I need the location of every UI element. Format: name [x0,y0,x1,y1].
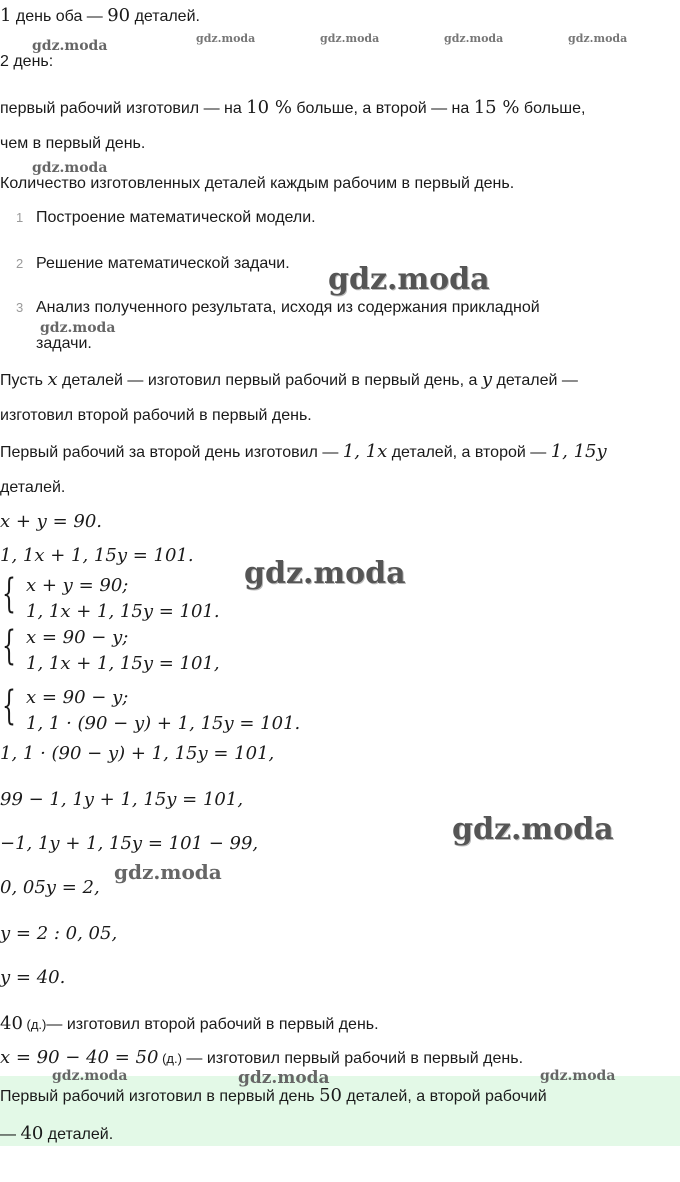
answer-number-40: 40 [20,1123,44,1144]
step-text-continued: задачи. [36,335,92,352]
second-day-line [0,442,607,463]
condition-text-a: первый рабочий изготовил — на [0,100,247,117]
percent-10: 10 % [246,97,292,118]
day1-suffix: деталей. [130,8,200,25]
step-text: Анализ полученного результата, исходя из содержания прикладной [36,299,540,316]
answer-number-50: 50 [319,1085,342,1106]
result-first-worker [0,1048,523,1069]
system-row: x = 90 − y; [26,627,129,648]
watermark: gdz.moda [328,262,490,297]
condition-line-2: чем в первый день. [0,135,146,152]
expr-1-15y: 1, 15y [550,441,607,462]
result-equation: x = 90 − 40 = 50 [0,1047,159,1068]
question-line: Количество изготовленных деталей каждым рабочим в первый день. [0,175,515,192]
solution-step: 1, 1 · (90 − y) + 1, 15y = 101, [0,743,275,764]
brace-icon: { [2,571,16,617]
day1-text: день оба — [11,8,108,25]
day1-number: 1 [0,5,12,26]
system-row: x + y = 90; [26,575,129,596]
system-row: 1, 1x + 1, 15y = 101, [26,653,220,674]
watermark: gdz.moda [238,1068,330,1088]
solution-step: y = 2 : 0, 05, [0,923,118,944]
answer-line [0,1086,547,1107]
day1-line [0,6,200,27]
condition-text-b: больше, а второй — на [291,100,474,117]
watermark: gdz.moda [244,556,406,591]
expr-1-1x: 1, 1x [342,441,388,462]
step-number: 1 [16,210,24,225]
solution-step: 99 − 1, 1y + 1, 15y = 101, [0,789,244,810]
watermark: gdz.moda [114,860,222,884]
let-line [0,370,578,391]
day2-line: 2 день: [0,53,54,70]
answer-line-2 [0,1124,113,1145]
result-second-worker [0,1014,379,1035]
solution-step: y = 40. [0,967,66,988]
watermark: gdz.moda [32,38,108,54]
watermark: gdz.moda [196,32,256,45]
condition-text-c: больше, [519,100,586,117]
answer-text-b: деталей, а второй рабочий [341,1088,547,1105]
percent-15: 15 % [473,97,520,118]
var-y: y [481,369,493,390]
watermark: gdz.moda [540,1068,616,1084]
var-x: x [47,369,58,390]
system-row: 1, 1 · (90 − y) + 1, 15y = 101. [26,713,301,734]
watermark: gdz.moda [452,812,614,847]
step-text: Построение математической модели. [36,209,316,226]
unit-label: (д.) [22,1017,47,1032]
step-number: 3 [16,300,24,315]
second-day-text-b: деталей, а второй — [387,444,551,461]
answer-box [0,1076,680,1146]
brace-icon: { [2,683,16,729]
equation-sum: x + y = 90. [0,511,102,532]
second-day-line-2: деталей. [0,479,66,496]
step-number: 2 [16,256,24,271]
system-row: 1, 1x + 1, 15y = 101. [26,601,220,622]
watermark: gdz.moda [32,160,108,176]
result-text: — изготовил второй рабочий в первый день. [46,1016,379,1033]
system-row: x = 90 − y; [26,687,129,708]
let-text-a: Пусть [0,372,48,389]
unit-label: (д.) [158,1051,182,1066]
let-text-b: деталей — изготовил первый рабочий в первый день, а [57,372,482,389]
watermark: gdz.moda [40,320,116,336]
equation-second-day: 1, 1x + 1, 15y = 101. [0,545,194,566]
let-line-2: изготовил второй рабочий в первый день. [0,407,312,424]
result-number: 40 [0,1013,23,1034]
result-text: — изготовил первый рабочий в первый день. [181,1050,524,1067]
let-text-c: деталей — [492,372,578,389]
watermark: gdz.moda [568,32,628,45]
watermark: gdz.moda [320,32,380,45]
solution-step: 0, 05y = 2, [0,877,100,898]
solution-step: −1, 1y + 1, 15y = 101 − 99, [0,833,259,854]
brace-icon: { [2,623,16,669]
second-day-text-a: Первый рабочий за второй день изготовил — [0,444,343,461]
answer-text-a: Первый рабочий изготовил в первый день [0,1088,320,1105]
condition-line [0,98,585,119]
step-text: Решение математической задачи. [36,255,290,272]
answer-dash: — [0,1126,21,1143]
watermark: gdz.moda [444,32,504,45]
watermark: gdz.moda [52,1068,128,1084]
answer-text-c: деталей. [43,1126,114,1143]
day1-count: 90 [107,5,131,26]
